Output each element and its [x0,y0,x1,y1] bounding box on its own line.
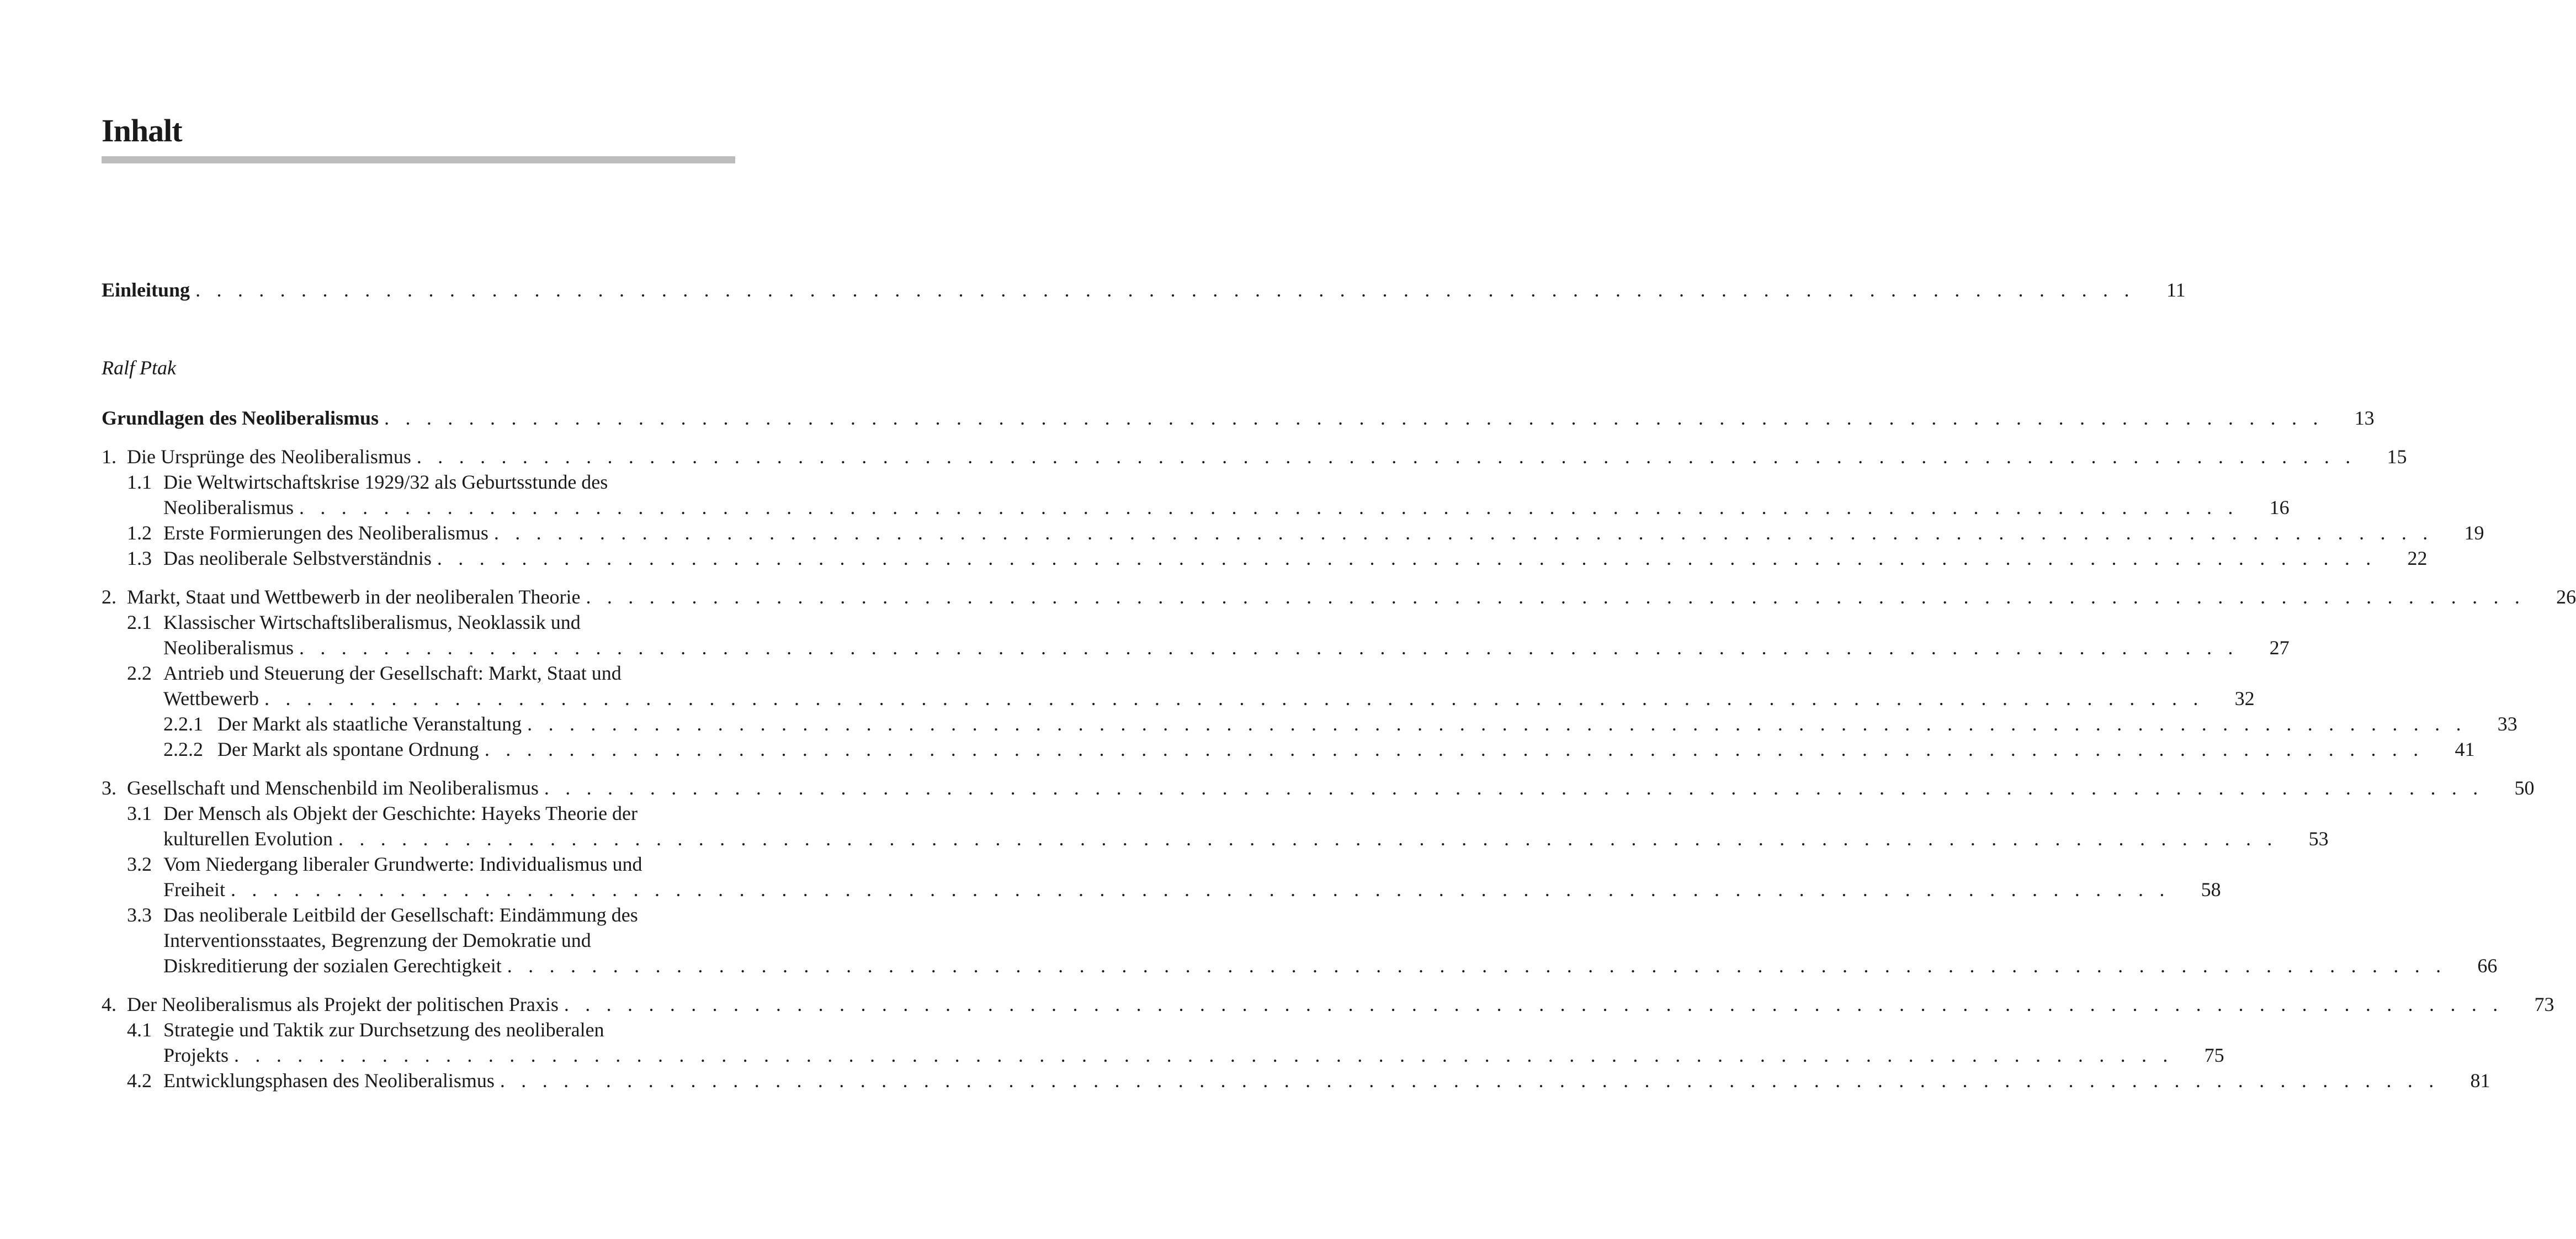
toc-entry-title: Klassischer Wirtschaftsliberalismus, Neoklassik und [163,611,581,633]
toc-entry-page: 22 [2407,547,2428,569]
toc-entry-3-3-line1[interactable] [127,899,735,925]
dot-leader [195,280,2135,300]
toc-entry-chapter-1[interactable] [102,441,2407,468]
toc-entry-page: 32 [2234,687,2255,709]
toc-entry-number: 1. [102,446,116,468]
toc-entry-title: Die Ursprünge des Neoliberalismus [127,446,411,468]
toc-entry-title: Der Neoliberalismus als Projekt der politischen Praxis [127,993,559,1015]
dot-leader [500,1071,2440,1090]
toc-entry-part[interactable] [102,403,2375,429]
dot-leader [564,994,2504,1014]
toc-entry-number: 4.1 [127,1019,152,1041]
toc-entry-4-1-line2[interactable] [163,1040,2224,1066]
toc-entry-number: 4.2 [127,1069,152,1092]
toc-entry-2-2-line1[interactable] [127,658,735,683]
toc-entry-title-cont: kulturellen Evolution [163,828,333,850]
toc-entry-1-2[interactable] [127,517,2484,544]
dot-leader [494,523,2434,543]
toc-entry-title-cont: Neoliberalismus [163,496,294,518]
toc-entry-title-cont: Interventionsstaates, Begrenzung der Demokratie und [163,929,591,951]
toc-entry-2-1-line2[interactable] [163,632,2290,659]
toc-entry-1-1-line1[interactable] [127,467,735,492]
toc-entry-number: 4. [102,993,116,1015]
toc-entry-3-3-line2[interactable] [163,925,735,950]
toc-entry-title: Der Markt als staatliche Veranstaltung [217,713,522,735]
toc-entry-number: 1.2 [127,522,152,544]
toc-entry-number: 2.2.2 [163,738,203,760]
toc-entry-number: 1.3 [127,547,152,569]
dot-leader [234,1045,2174,1065]
toc-entry-title-cont: Diskreditierung der sozialen Gerechtigkeit [163,955,502,977]
dot-leader [299,497,2239,517]
toc-entry-3-2-line1[interactable] [127,849,735,874]
toc-entry-title-cont: Wettbewerb [163,687,259,709]
toc-entry-2-2-line2[interactable] [163,683,2255,709]
dot-leader [527,714,2467,734]
toc-entry-chapter-3[interactable] [102,772,2535,799]
dot-leader [485,739,2424,759]
toc-entry-number: 2. [102,586,116,608]
toc-entry-page: 75 [2204,1044,2224,1066]
dot-leader [507,956,2447,976]
toc-entry-number: 3. [102,777,116,799]
toc-entry-title: Einleitung [102,279,190,301]
toc-entry-title: Gesellschaft und Menschenbild im Neoliberalismus [127,777,539,799]
toc-entry-title: Grundlagen des Neoliberalismus [102,407,379,429]
toc-entry-page: 19 [2464,522,2484,544]
toc-entry-title-cont: Freiheit [163,878,225,901]
dot-leader [544,778,2484,798]
toc-entry-page: 11 [2166,279,2186,301]
toc-entry-number: 2.2 [127,662,152,684]
dot-leader [231,880,2170,899]
toc-entry-page: 26 [2556,586,2576,608]
dot-leader [437,548,2377,568]
toc-entry-title: Das neoliberale Selbstverständnis [163,547,432,569]
toc-entry-2-2-1[interactable] [163,708,2517,735]
toc-entry-page: 66 [2477,955,2498,977]
toc-entry-number: 3.2 [127,853,152,875]
toc-entry-chapter-2[interactable] [102,581,2576,608]
page-title: Inhalt [102,113,182,149]
toc-entry-title: Der Markt als spontane Ordnung [217,738,479,760]
toc-entry-chapter-4[interactable] [102,989,2554,1015]
toc-entry-2-2-2[interactable] [163,734,2475,760]
toc-entry-number: 3.1 [127,802,152,824]
toc-entry-title-cont: Neoliberalismus [163,637,294,659]
toc-entry-page: 50 [2514,777,2535,799]
toc-entry-page: 53 [2308,828,2329,850]
toc-entry-page: 16 [2269,496,2290,518]
toc-entry-3-1-line2[interactable] [163,823,2329,850]
toc-entry-title: Markt, Staat und Wettbewerb in der neoliberalen Theorie [127,586,581,608]
toc-entry-title-cont: Projekts [163,1044,229,1066]
toc-entry-title: Strategie und Taktik zur Durchsetzung des neoliberalen [163,1019,604,1041]
toc-entry-number: 1.1 [127,471,152,493]
toc-entry-1-1-line2[interactable] [163,492,2290,518]
toc-entry-page: 27 [2269,637,2290,659]
toc-entry-page: 58 [2201,878,2221,901]
toc-entry-4-1-line1[interactable] [127,1014,735,1040]
toc-entry-page: 33 [2497,713,2517,735]
toc-entry-4-2[interactable] [127,1065,2490,1092]
toc-entry-title: Antrieb und Steuerung der Gesellschaft: Markt, Staat und [163,662,622,684]
toc-entry-3-1-line1[interactable] [127,798,735,823]
toc-entry-number: 2.1 [127,611,152,633]
toc-entry-page: 81 [2470,1069,2490,1092]
toc-entry-page: 73 [2534,993,2554,1015]
dot-leader [299,638,2239,658]
toc-entry-page: 15 [2387,446,2407,468]
dot-leader [417,447,2356,467]
toc-entry-page: 13 [2354,407,2375,429]
toc-entry-title: Der Mensch als Objekt der Geschichte: Hayeks Theorie der [163,802,638,824]
title-divider [102,156,735,163]
dot-leader [338,829,2278,849]
toc-entry-3-3-line3[interactable] [163,950,2498,977]
toc-entry-einleitung[interactable] [102,274,2186,301]
toc-entry-3-2-line2[interactable] [163,874,2221,901]
toc-entry-number: 2.2.1 [163,713,203,735]
toc-entry-title: Das neoliberale Leitbild der Gesellschaft: Eindämmung des [163,904,638,926]
toc-entry-2-1-line1[interactable] [127,607,735,632]
dot-leader [586,587,2526,607]
toc-entry-1-3[interactable] [127,543,2428,569]
toc-entry-title: Erste Formierungen des Neoliberalismus [163,522,488,544]
toc-entry-title: Die Weltwirtschaftskrise 1929/32 als Geburtsstunde des [163,471,608,493]
dot-leader [384,408,2324,428]
dot-leader [264,689,2204,708]
toc-entry-page: 41 [2455,738,2475,760]
toc-entry-title: Entwicklungsphasen des Neoliberalismus [163,1069,495,1092]
toc-entry-number: 3.3 [127,904,152,926]
chapter-author: Ralf Ptak [102,357,176,379]
toc-entry-title: Vom Niedergang liberaler Grundwerte: Individualismus und [163,853,642,875]
